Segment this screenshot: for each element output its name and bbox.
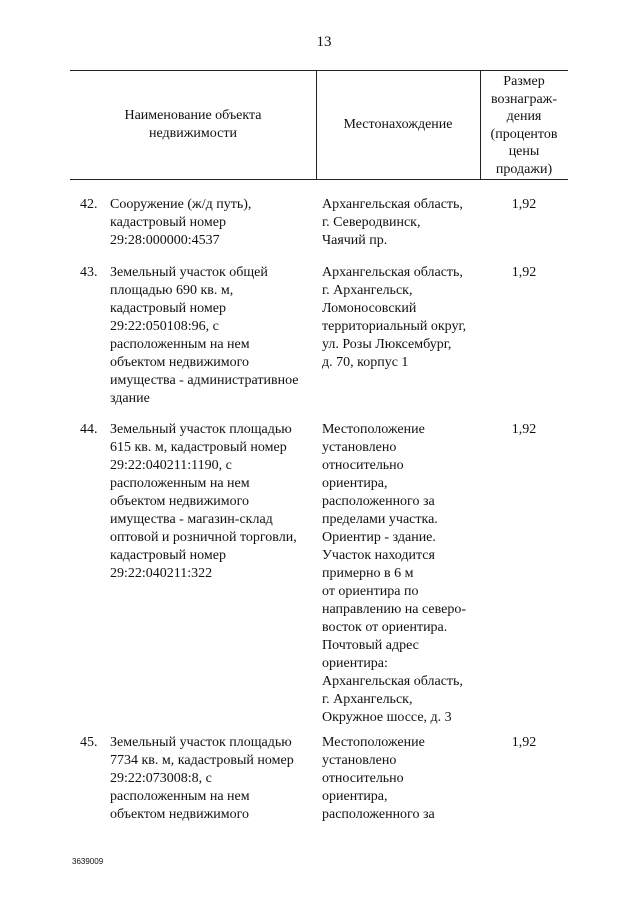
row-location: Местоположение установлено относительно ориентира, расположенного за пределами участка. Ориентир - здание. Участок находится примерно в 6 м от ориентира по направлению на северо- восток от ориентира. Почтовый адрес ориентира: Архангельская область, г. Архангельск, Окружное шоссе, д. 3 (322, 422, 467, 725)
table-header-rule (70, 179, 568, 180)
row-object-name: Земельный участок площадью 7734 кв. м, кадастровый номер 29:22:073008:8, с расположенным на нем объектом недвижимого (110, 735, 294, 822)
row-location: Местоположение установлено относительно ориентира, расположенного за (322, 735, 435, 822)
row-number: 42. (80, 197, 98, 212)
document-code: 3639009 (72, 857, 104, 866)
row-fee: 1,92 (511, 735, 537, 750)
row-fee: 1,92 (511, 197, 537, 212)
header-location: Местонахождение (343, 117, 453, 132)
row-number: 45. (80, 735, 98, 750)
row-number: 43. (80, 265, 98, 280)
table-top-rule (70, 70, 568, 71)
page-number: 13 (316, 34, 332, 50)
row-object-name: Земельный участок площадью 615 кв. м, кадастровый номер 29:22:040211:1190, с расположенным на нем объектом недвижимого имущества - магазин-склад оптовой и розничной торговли, кадастровый номер 29:22:040211:322 (110, 422, 297, 581)
header-fee: Размер вознаграж- дения (процентов цены продажи) (490, 74, 558, 177)
row-fee: 1,92 (511, 265, 537, 280)
row-location: Архангельская область, г. Архангельск, Ломоносовский территориальный округ, ул. Розы Люксембург, д. 70, корпус 1 (322, 265, 467, 370)
header-object-name: Наименование объекта недвижимости (124, 108, 262, 141)
row-location: Архангельская область, г. Северодвинск, Чаячий пр. (322, 197, 463, 248)
row-object-name: Земельный участок общей площадью 690 кв. м, кадастровый номер 29:22:050108:96, с расположенным на нем объектом недвижимого имущества - административное здание (110, 265, 299, 406)
row-number: 44. (80, 422, 98, 437)
row-object-name: Сооружение (ж/д путь), кадастровый номер 29:28:000000:4537 (110, 197, 252, 248)
row-fee: 1,92 (511, 422, 537, 437)
